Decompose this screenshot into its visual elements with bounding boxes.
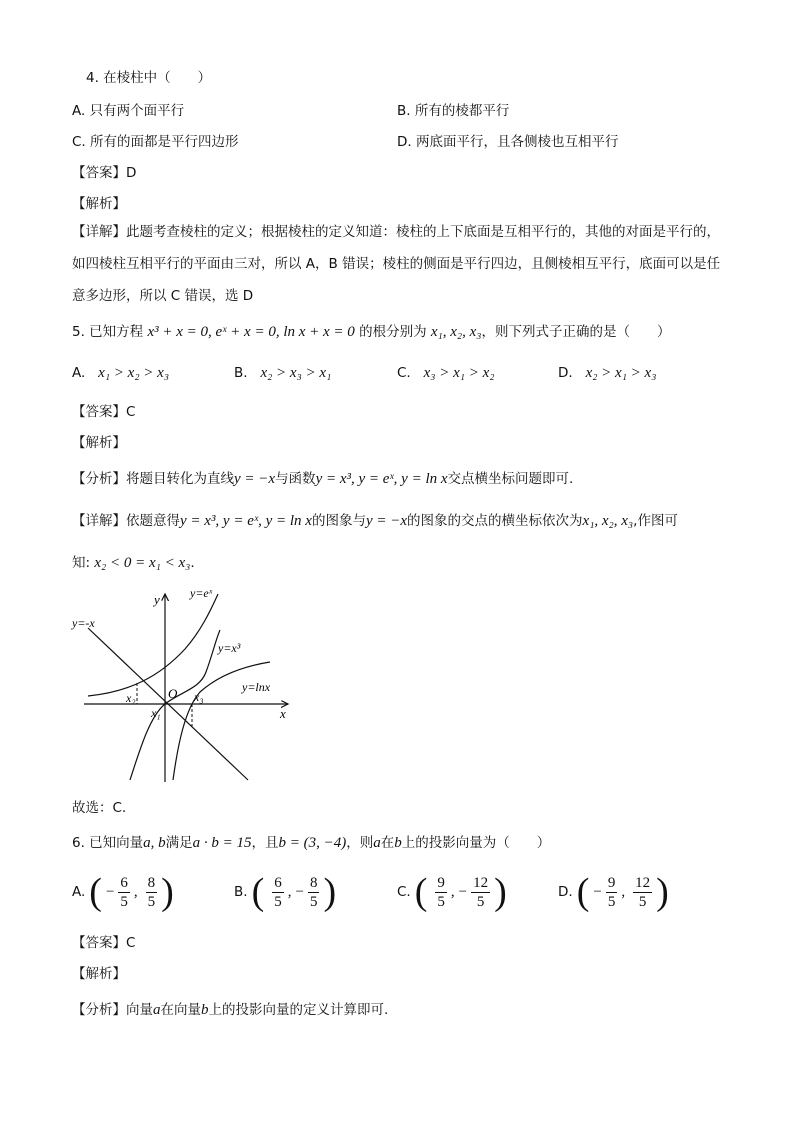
fenxi-vector-a: a (153, 1002, 161, 1018)
q5-analysis-tag: 【解析】 (72, 435, 126, 451)
paren-left: ( (251, 871, 265, 913)
detail-tag: 【详解】 (72, 513, 126, 529)
label-root-x2: x₂ (126, 691, 136, 705)
detail-text: ,作图可 (633, 513, 678, 529)
q5-stem-pre: 5. 已知方程 (72, 324, 144, 340)
comma: , (287, 883, 292, 900)
fenxi-text: 将题目转化为直线 (126, 471, 234, 487)
label-exp: y=eˣ (190, 586, 213, 600)
option-label: D. (558, 365, 573, 381)
numerator: 9 (437, 874, 445, 891)
fenxi-text: 在向量 (160, 1002, 201, 1018)
q5-option-d (558, 365, 656, 382)
denominator: 5 (147, 893, 156, 910)
q4-detail (72, 216, 722, 312)
answer-value: C (126, 404, 136, 420)
q5-stem-mid: 的根分别为 (359, 324, 427, 340)
fraction (308, 874, 320, 911)
detail-text: 知: (72, 555, 91, 571)
option-expr: x₂ > x₃ > x₁ (260, 365, 332, 381)
q5-stem (72, 320, 671, 341)
fenxi-vector-b: b (201, 1002, 209, 1018)
answer-value: D (126, 165, 137, 181)
label-root-x1: x₁ (151, 706, 161, 720)
detail-text: 此题考查棱柱的定义；根据棱柱的定义知道：棱柱的上下底面是互相平行的，其他的对面是平行的，如四棱柱互相平行的平面由三对，所以 A，B 错误；棱柱的侧面是平行四边，且侧棱相互平行，底面可以是任意多边形，所以 C 错误，选 D (72, 224, 721, 304)
label-cube: y=x³ (218, 641, 241, 655)
curve-exp (88, 594, 218, 696)
sign: − (105, 883, 115, 900)
q6-stem-text: 在 (380, 835, 395, 851)
option-label: A. (72, 884, 86, 900)
option-expr: x₃ > x₁ > x₂ (423, 365, 495, 381)
q6-stem-pre: 6. 已知向量 (72, 835, 144, 851)
q4-option-a: A. 只有两个面平行 (72, 103, 185, 119)
label-origin: O (168, 686, 178, 701)
q6-option-a (72, 870, 174, 914)
option-label: C. (397, 365, 411, 381)
sign: − (295, 883, 304, 900)
fraction (633, 874, 652, 911)
numerator: 8 (309, 874, 318, 891)
q5-option-c (397, 365, 494, 382)
numerator: 6 (120, 874, 128, 891)
q4-option-b: B. 所有的棱都平行 (397, 103, 510, 119)
fenxi-text: 交点横坐标问题即可. (447, 471, 574, 487)
denominator: 5 (274, 893, 282, 910)
option-expr: x₁ > x₂ > x₃ (98, 365, 170, 381)
answer-value: C (126, 935, 136, 951)
q6-stem-a: a (373, 835, 381, 851)
q6-stem-vectors: a, b (143, 835, 166, 851)
answer-tag: 【答案】 (72, 935, 126, 951)
q5-detail-line1 (72, 509, 678, 530)
fenxi-text: 向量 (126, 1002, 153, 1018)
detail-text: 的图象的交点的横坐标依次为 (407, 513, 583, 529)
function-graph (70, 584, 300, 784)
fenxi-text: 与函数 (275, 471, 316, 487)
q6-stem-text: ，则 (346, 835, 374, 851)
sign: − (593, 883, 602, 900)
denominator: 5 (638, 893, 647, 910)
sign: − (458, 883, 468, 900)
fraction (471, 874, 490, 911)
q5-stem-post: ，则下列式子正确的是（ ） (481, 324, 671, 340)
fraction (146, 874, 158, 911)
paren-right: ) (323, 871, 337, 913)
fraction (606, 874, 618, 911)
q6-stem-text: 上的投影向量为（ ） (401, 835, 551, 851)
q6-analysis-tag: 【解析】 (72, 966, 126, 982)
q6-option-b (234, 870, 336, 914)
label-ln: y=lnx (242, 680, 271, 694)
option-label: D. (558, 884, 573, 900)
q6-stem-b2: b (394, 835, 402, 851)
denominator: 5 (476, 893, 485, 910)
denominator: 5 (607, 893, 616, 910)
fenxi-text: 上的投影向量的定义计算即可. (208, 1002, 389, 1018)
denominator: 5 (120, 893, 128, 910)
numerator: 6 (274, 874, 282, 891)
option-label: B. (234, 884, 248, 900)
label-y-neg-x: y=-x (72, 616, 95, 630)
q4-stem: 4. 在棱柱中（ ） (86, 70, 212, 86)
q4-option-d: D. 两底面平行，且各侧棱也互相平行 (397, 134, 619, 150)
q6-option-d (558, 870, 669, 914)
label-root-x3: x₃ (194, 690, 204, 704)
q5-conclusion: 故选：C. (72, 800, 127, 816)
detail-text: . (190, 555, 195, 571)
numerator: 8 (147, 874, 156, 891)
fraction (272, 874, 284, 911)
q6-stem-condition: a · b = 15 (192, 835, 252, 851)
paren-right: ) (161, 871, 174, 913)
q4-answer (72, 161, 136, 181)
paren-right: ) (494, 871, 507, 913)
label-y-axis: y (154, 592, 160, 607)
q5-stem-equation: x³ + x = 0, eˣ + x = 0, ln x + x = 0 (147, 324, 355, 340)
comma: , (133, 883, 138, 900)
detail-line: y = −x (365, 513, 408, 529)
q6-stem (72, 831, 550, 852)
answer-tag: 【答案】 (72, 165, 126, 181)
option-label: B. (234, 365, 248, 381)
paren-left: ( (89, 871, 102, 913)
q5-option-b (234, 365, 331, 382)
option-label: C. (397, 884, 411, 900)
numerator: 9 (607, 874, 616, 891)
q4-option-c: C. 所有的面都是平行四边形 (72, 134, 239, 150)
q6-fenxi (72, 998, 388, 1019)
numerator: 12 (635, 874, 651, 891)
q6-option-c (397, 870, 507, 914)
paren-left: ( (414, 871, 428, 913)
q5-fenxi (72, 467, 573, 488)
option-label: A. (72, 365, 86, 381)
paren-left: ( (576, 871, 590, 913)
q6-stem-b: b = (3, −4) (278, 835, 347, 851)
q6-stem-text: 满足 (165, 835, 193, 851)
detail-roots: x₁, x₂, x₃ (582, 513, 634, 529)
q5-stem-roots: x₁, x₂, x₃ (430, 324, 482, 340)
fenxi-line: y = −x (234, 471, 276, 487)
label-x-axis: x (280, 706, 286, 721)
fenxi-tag: 【分析】 (72, 471, 126, 487)
q6-stem-text: ，且 (251, 835, 279, 851)
fraction (118, 874, 130, 911)
q4-analysis-tag: 【解析】 (72, 196, 126, 212)
q5-option-a (72, 365, 169, 382)
q5-answer (72, 400, 135, 420)
detail-funcs: y = x³, y = eˣ, y = ln x (180, 513, 312, 529)
detail-text: 的图象与 (311, 513, 366, 529)
answer-tag: 【答案】 (72, 404, 126, 420)
comma: , (450, 883, 455, 900)
denominator: 5 (309, 893, 318, 910)
fenxi-funcs: y = x³, y = eˣ, y = ln x (315, 471, 448, 487)
detail-inequality: x₂ < 0 = x₁ < x₃ (94, 555, 191, 571)
q5-detail-line2 (72, 551, 195, 572)
comma: , (621, 883, 626, 900)
q6-answer (72, 931, 135, 951)
paren-right: ) (656, 871, 669, 913)
fenxi-tag: 【分析】 (72, 1002, 126, 1018)
option-expr: x₂ > x₁ > x₃ (585, 365, 657, 381)
curve-cube (130, 630, 220, 780)
detail-tag: 【详解】 (72, 224, 126, 240)
numerator: 12 (473, 874, 489, 891)
detail-text: 依题意得 (126, 513, 180, 529)
denominator: 5 (437, 893, 445, 910)
fraction (435, 874, 447, 911)
